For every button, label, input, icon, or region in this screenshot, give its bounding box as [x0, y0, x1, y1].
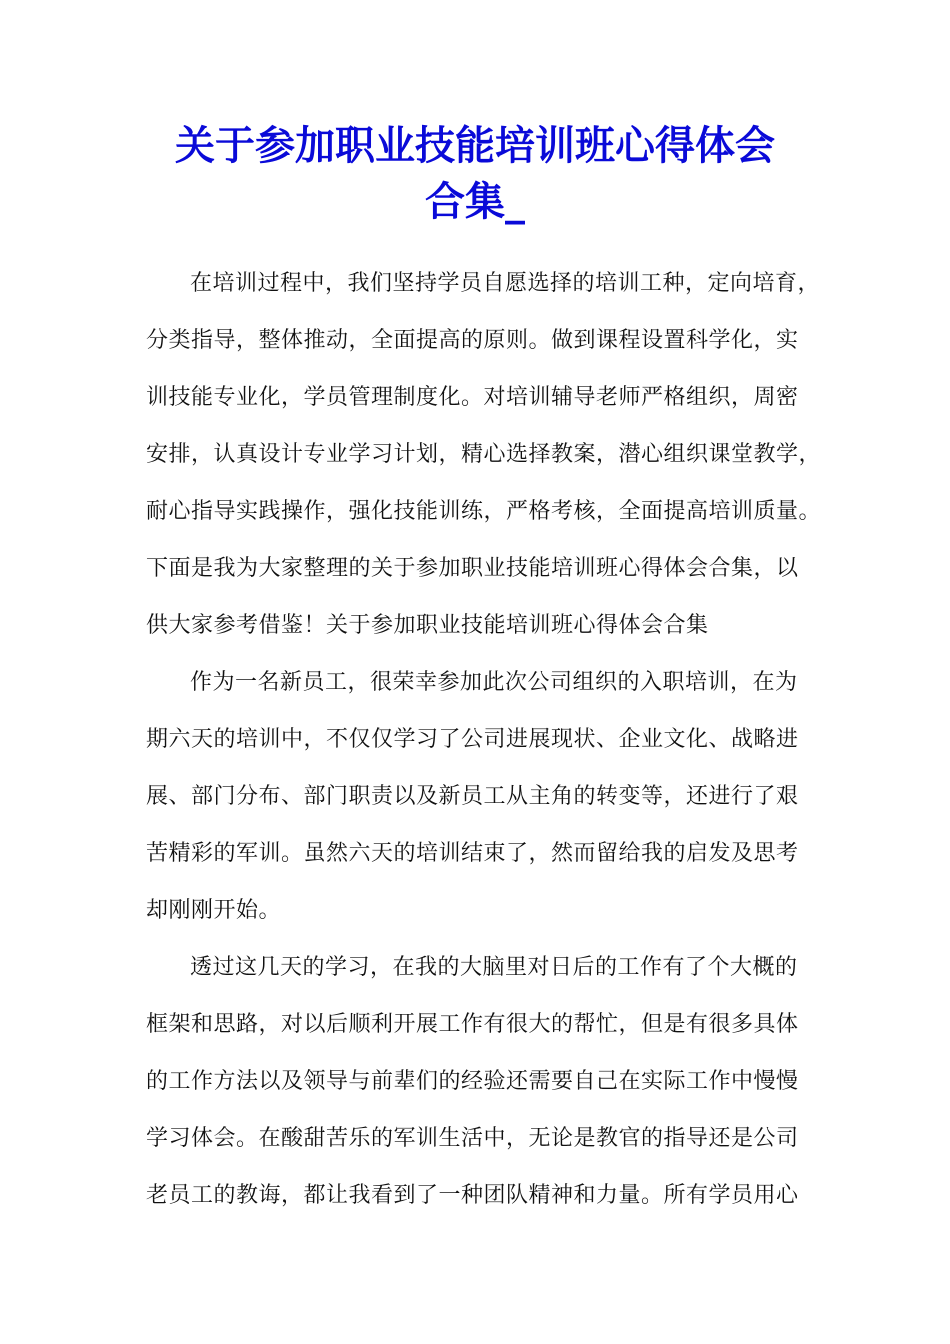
- paragraph-line: 苦精彩的军训。虽然六天的培训结束了，然而留给我的启发及思考: [146, 841, 799, 866]
- paragraph-line: 下面是我为大家整理的关于参加职业技能培训班心得体会合集，以: [146, 556, 799, 581]
- paragraph-line: 期六天的培训中，不仅仅学习了公司进展现状、企业文化、战略进: [146, 727, 799, 752]
- paragraph-line: 耐心指导实践操作，强化技能训练，严格考核，全面提高培训质量。: [146, 499, 822, 524]
- paragraph-line: 作为一名新员工，很荣幸参加此次公司组织的入职培训，在为: [190, 670, 798, 695]
- paragraph-line: 训技能专业化，学员管理制度化。对培训辅导老师严格组织，周密: [146, 385, 799, 410]
- paragraph-line: 安排，认真设计专业学习计划，精心选择教案，潜心组织课堂教学，: [146, 442, 822, 467]
- title-line-2: 合集_: [425, 178, 525, 225]
- paragraph-line: 在培训过程中，我们坚持学员自愿选择的培训工种，定向培育，: [190, 271, 821, 296]
- title-line-1: 关于参加职业技能培训班心得体会: [175, 122, 775, 169]
- paragraph-2: [146, 654, 822, 939]
- paragraph-line: 的工作方法以及领导与前辈们的经验还需要自己在实际工作中慢慢: [146, 1069, 799, 1094]
- paragraph-line: 供大家参考借鉴！关于参加职业技能培训班心得体会合集: [146, 613, 709, 638]
- paragraph-line: 老员工的教诲，都让我看到了一种团队精神和力量。所有学员用心: [146, 1183, 799, 1208]
- paragraph-line: 框架和思路，对以后顺利开展工作有很大的帮忙，但是有很多具体: [146, 1012, 799, 1037]
- document-title: [120, 118, 830, 230]
- paragraph-line: 却刚刚开始。: [146, 898, 282, 923]
- paragraph-3: [146, 939, 822, 1224]
- paragraph-line: 学习体会。在酸甜苦乐的军训生活中，无论是教官的指导还是公司: [146, 1126, 799, 1151]
- paragraph-line: 透过这几天的学习，在我的大脑里对日后的工作有了个大概的: [190, 955, 798, 980]
- paragraph-1: [146, 255, 822, 654]
- document-body: [146, 255, 822, 1224]
- paragraph-line: 展、部门分布、部门职责以及新员工从主角的转变等，还进行了艰: [146, 784, 799, 809]
- paragraph-line: 分类指导，整体推动，全面提高的原则。做到课程设置科学化，实: [146, 328, 799, 353]
